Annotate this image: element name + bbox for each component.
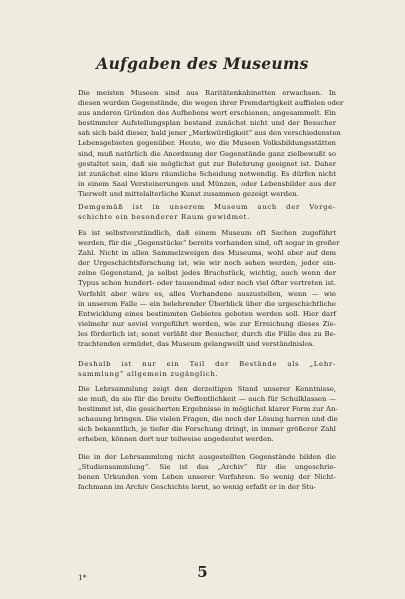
paragraph-selection-of-exhibits bbox=[78, 228, 340, 349]
signature-mark: 1* bbox=[78, 573, 87, 582]
text-line: Tierwelt und mittelalterliche Kunst zusammen gezeigt werden. bbox=[78, 189, 299, 198]
text-line: „Studiensammlung“. Sie ist das „Archiv“ für die ungeschrie- bbox=[78, 463, 336, 472]
text-line: der Urgeschichtsforschung ist, wie wir noch sehen werden, jeder ein- bbox=[78, 259, 336, 268]
text-line: sie muß, da sie für die breite Oeffentlichkeit — auch für Schulklassen — bbox=[78, 395, 336, 404]
text-line: Die in der Lehrsammlung nicht ausgestellten Gegenstände bilden die bbox=[78, 453, 336, 461]
text-line: schichte ein besonderer Raum gewidmet. bbox=[78, 213, 251, 222]
text-line: in unserem Falle — ein belehrender Überblick über die urgeschichtliche bbox=[78, 299, 336, 308]
text-line: vielmehr nur soviel vorgeführt werden, wie zur Erreichung dieses Zie- bbox=[78, 319, 336, 328]
paragraph-teaching-collection-purpose bbox=[78, 384, 336, 445]
page-number: 5 bbox=[197, 563, 208, 581]
text-line: Verfehlt aber wäre es, alles Vorhandene auszustellen, wenn — wie bbox=[78, 289, 336, 298]
paragraph-teaching-collection bbox=[78, 359, 336, 379]
paragraph-origin-of-museums bbox=[78, 88, 344, 199]
paragraph-prehistory-room bbox=[78, 202, 336, 222]
text-line: trachtenden ermüdet, das Museum gelangweilt und verständnislos. bbox=[78, 340, 315, 349]
text-line: sich bekanntlich, je tiefer die Forschung dringt, in immer größerer Zahl bbox=[78, 425, 336, 434]
text-line: in einem Saal Versteinerungen und Münzen, oder Lebensbilder aus der bbox=[78, 179, 336, 188]
text-line: Die Lehrsammlung zeigt den derzeitigen Stand unserer Kenntnisse, bbox=[78, 385, 336, 393]
text-line: Zahl. Nicht in allen Sammelzweigen des Museums, wohl aber auf dem bbox=[78, 249, 336, 258]
text-line: ist zunächst eine klare räumliche Scheidung notwendig. Es dürfen nicht bbox=[78, 169, 336, 178]
text-line: zelne Gegenstand, ja selbst jedes Bruchstück, wichtig, auch wenn der bbox=[78, 269, 336, 278]
page-title: Aufgaben des Museums bbox=[96, 54, 309, 73]
paragraph-study-collection bbox=[78, 452, 336, 492]
text-line: les förderlich ist; sonst verläßt der Besucher, durch die Fülle des zu Be- bbox=[78, 329, 336, 338]
text-line: Die meisten Museen sind aus Raritätenkabinetten erwachsen. In bbox=[78, 89, 336, 97]
text-line: fachmann im Archiv Geschichte lernt, so wenig erfaßt er in der Stu- bbox=[78, 483, 316, 492]
text-line: Demgemäß ist in unserem Museum auch der Vorge- bbox=[78, 203, 336, 211]
text-line: schauung bringen. Die vielen Fragen, die noch der Lösung harren und die bbox=[78, 415, 338, 424]
text-line: bestimmt ist, die gesicherten Ergebnisse in möglichst klarer Form zur An- bbox=[78, 405, 338, 414]
text-line: Deshalb ist nur ein Teil der Bestände als „Lehr- bbox=[78, 360, 336, 368]
text-line: Entwicklung eines bestimmten Gebietes geboten werden soll. Hier darf bbox=[78, 309, 336, 318]
text-line: sammlung“ allgemein zugänglich. bbox=[78, 370, 219, 379]
text-line: diesen wurden Gegenstände, die wegen ihrer Fremdartigkeit auffielen oder bbox=[78, 99, 344, 108]
text-line: benen Urkunden vom Leben unserer Vorfahren. So wenig der Nicht- bbox=[78, 473, 336, 482]
text-line: erheben, können dort nur teilweise angedeutet werden. bbox=[78, 435, 274, 444]
text-line: Typus schon hundert- oder tausendmal oder noch viel öfter vertreten ist. bbox=[78, 279, 336, 288]
text-line: aus anderen Gründen des Aufhebens wert erschienen, angesammelt. Ein bbox=[78, 109, 336, 118]
text-line: sah sich bald dieser, bald jener „Merkwürdigkeit“ aus den verschiedensten bbox=[78, 129, 341, 138]
text-line: werden, für die „Gegenstücke“ bereits vorhanden sind, oft sogar in großer bbox=[78, 239, 340, 248]
text-line: Es ist selbstverständlich, daß einem Museum oft Sachen zugeführt bbox=[78, 229, 336, 237]
text-line: bestimmter Aufstellungsplan bestand zunächst nicht und der Besucher bbox=[78, 119, 336, 128]
text-line: Lebensgebieten gegenüber. Heute, wo die Museen Volksbildungsstätten bbox=[78, 139, 336, 148]
text-line: gestaltet sein, daß sie möglichst gut zur Belehrung geeignet ist. Daher bbox=[78, 159, 336, 168]
text-line: sind, muß natürlich die Anordnung der Gegenstände ganz zielbewußt so bbox=[78, 149, 336, 158]
